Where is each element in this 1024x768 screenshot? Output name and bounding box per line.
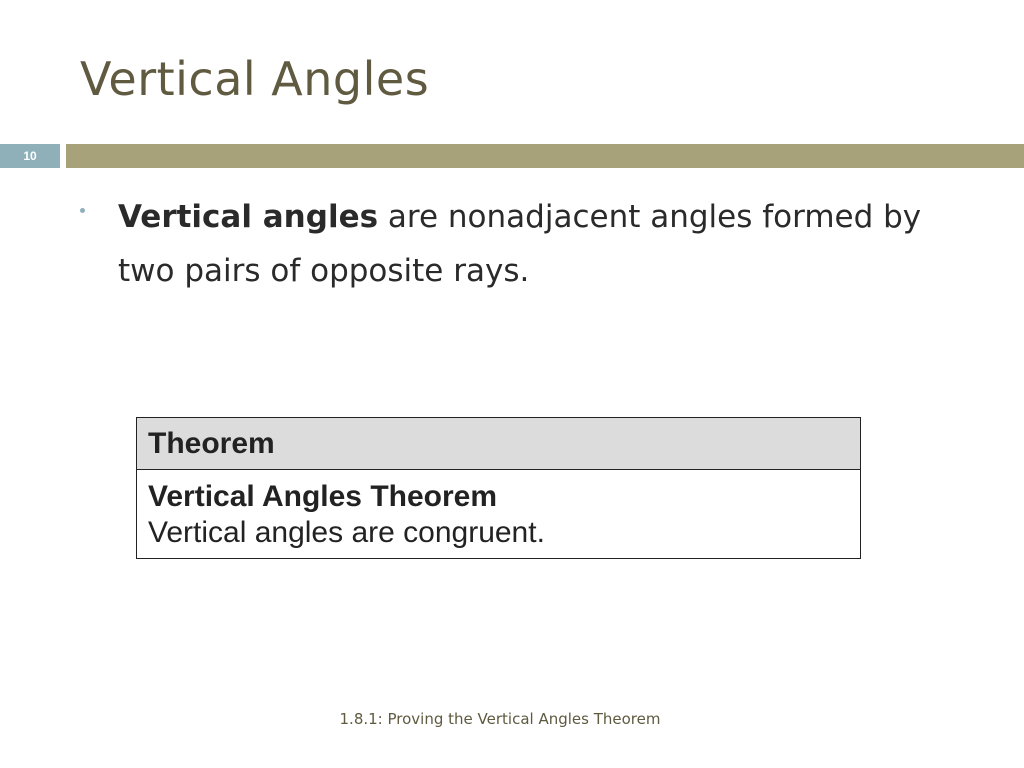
bullet-dot-icon <box>80 208 85 213</box>
slide-footer: 1.8.1: Proving the Vertical Angles Theorem <box>339 710 661 728</box>
slide-number: 10 <box>0 144 60 168</box>
theorem-box <box>136 417 861 559</box>
theorem-header: Theorem <box>137 418 860 470</box>
theorem-name: Vertical Angles Theorem <box>148 480 498 513</box>
bullet-item <box>80 190 960 298</box>
title-divider-bar <box>66 144 1024 168</box>
slide-title: Vertical Angles <box>80 52 430 106</box>
bullet-text <box>118 190 960 298</box>
bullet-definition: are nonadjacent angles formed by two pairs of opposite rays. <box>118 199 922 289</box>
theorem-statement: Vertical angles are congruent. <box>148 516 545 549</box>
theorem-body <box>137 470 860 558</box>
bullet-term: Vertical angles <box>118 199 379 235</box>
